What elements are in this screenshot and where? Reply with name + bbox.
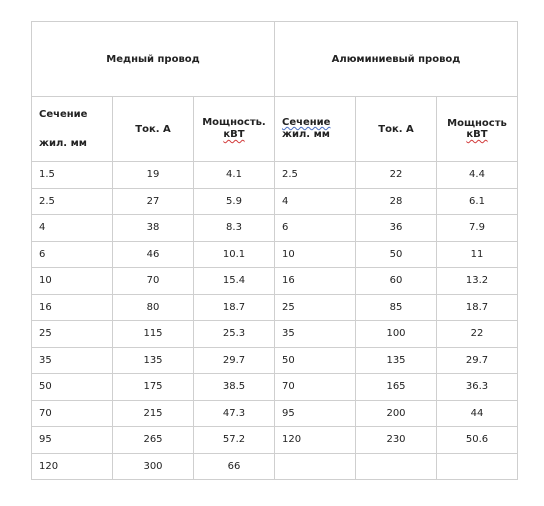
copper-section-cell: 10 [32,268,113,295]
aluminum-current-cell: 36 [356,215,437,242]
copper-section-cell: 6 [32,241,113,268]
aluminum-section-cell: 95 [275,400,356,427]
table-row [32,453,518,480]
copper-current-cell: 135 [113,347,194,374]
aluminum-power-cell: 36.3 [437,374,518,401]
wire-table-container [31,21,518,492]
table-row [32,215,518,242]
copper-section-cell: 2.5 [32,188,113,215]
copper-power-cell: 57.2 [194,427,275,454]
copper-power-header-line1: Мощность. [202,117,266,128]
group-header-row [32,22,518,97]
copper-power-cell: 38.5 [194,374,275,401]
aluminum-current-header: Ток. А [356,97,437,162]
copper-group-header: Медный провод [32,22,275,97]
copper-current-cell: 80 [113,294,194,321]
aluminum-power-cell: 6.1 [437,188,518,215]
copper-section-cell: 1.5 [32,162,113,189]
table-row [32,374,518,401]
copper-current-header: Ток. А [113,97,194,162]
aluminum-section-cell: 2.5 [275,162,356,189]
copper-section-cell: 4 [32,215,113,242]
table-row [32,268,518,295]
copper-power-cell: 29.7 [194,347,275,374]
copper-section-cell: 120 [32,453,113,480]
aluminum-section-cell: 50 [275,347,356,374]
aluminum-section-cell: 16 [275,268,356,295]
aluminum-current-cell: 85 [356,294,437,321]
copper-power-cell: 18.7 [194,294,275,321]
copper-current-cell: 300 [113,453,194,480]
aluminum-current-cell: 165 [356,374,437,401]
copper-power-header-line2: кВТ [223,129,245,140]
copper-section-cell: 70 [32,400,113,427]
aluminum-current-cell: 200 [356,400,437,427]
table-row [32,427,518,454]
copper-section-cell: 16 [32,294,113,321]
copper-power-cell: 8.3 [194,215,275,242]
aluminum-power-header-prefix: Мощность [447,118,507,129]
copper-power-cell: 25.3 [194,321,275,348]
table-row [32,162,518,189]
aluminum-current-cell: 50 [356,241,437,268]
copper-current-cell: 70 [113,268,194,295]
table-row [32,321,518,348]
aluminum-section-cell: 120 [275,427,356,454]
aluminum-power-cell: 13.2 [437,268,518,295]
aluminum-power-header [437,97,518,162]
aluminum-section-cell: 4 [275,188,356,215]
copper-current-cell: 115 [113,321,194,348]
aluminum-section-cell: 6 [275,215,356,242]
copper-section-header-line1: Сечение [39,109,88,120]
aluminum-power-cell: 44 [437,400,518,427]
aluminum-current-cell: 135 [356,347,437,374]
aluminum-current-cell: 60 [356,268,437,295]
copper-power-cell: 4.1 [194,162,275,189]
copper-current-cell: 19 [113,162,194,189]
aluminum-section-cell [275,453,356,480]
aluminum-current-cell: 100 [356,321,437,348]
copper-section-cell: 50 [32,374,113,401]
table-row [32,241,518,268]
aluminum-power-cell: 22 [437,321,518,348]
copper-current-cell: 38 [113,215,194,242]
aluminum-current-cell: 230 [356,427,437,454]
table-row [32,294,518,321]
copper-power-cell: 5.9 [194,188,275,215]
copper-section-header-line2: жил. мм [39,138,87,149]
aluminum-power-cell [437,453,518,480]
aluminum-current-cell: 22 [356,162,437,189]
aluminum-current-cell [356,453,437,480]
aluminum-section-cell: 35 [275,321,356,348]
copper-section-cell: 25 [32,321,113,348]
copper-power-cell: 47.3 [194,400,275,427]
aluminum-power-cell: 50.6 [437,427,518,454]
aluminum-current-cell: 28 [356,188,437,215]
aluminum-section-header-line2: жил. мм [282,129,330,140]
aluminum-power-cell: 29.7 [437,347,518,374]
copper-power-header [194,97,275,162]
aluminum-section-cell: 10 [275,241,356,268]
copper-current-cell: 265 [113,427,194,454]
copper-current-cell: 46 [113,241,194,268]
aluminum-power-cell: 11 [437,241,518,268]
aluminum-group-header: Алюминиевый провод [275,22,518,97]
copper-current-cell: 175 [113,374,194,401]
copper-section-cell: 35 [32,347,113,374]
aluminum-section-header-line1: Сечение [282,117,331,128]
table-row [32,188,518,215]
aluminum-section-header [275,97,356,162]
aluminum-power-header-unit: кВТ [466,129,488,140]
aluminum-power-cell: 4.4 [437,162,518,189]
copper-current-cell: 27 [113,188,194,215]
wire-capacity-table [31,21,518,480]
table-row [32,347,518,374]
copper-section-header [32,97,113,162]
aluminum-power-cell: 18.7 [437,294,518,321]
aluminum-section-cell: 25 [275,294,356,321]
copper-power-cell: 15.4 [194,268,275,295]
aluminum-power-cell: 7.9 [437,215,518,242]
aluminum-section-cell: 70 [275,374,356,401]
copper-power-cell: 66 [194,453,275,480]
copper-current-cell: 215 [113,400,194,427]
copper-power-cell: 10.1 [194,241,275,268]
copper-section-cell: 95 [32,427,113,454]
table-row [32,400,518,427]
column-header-row [32,97,518,162]
